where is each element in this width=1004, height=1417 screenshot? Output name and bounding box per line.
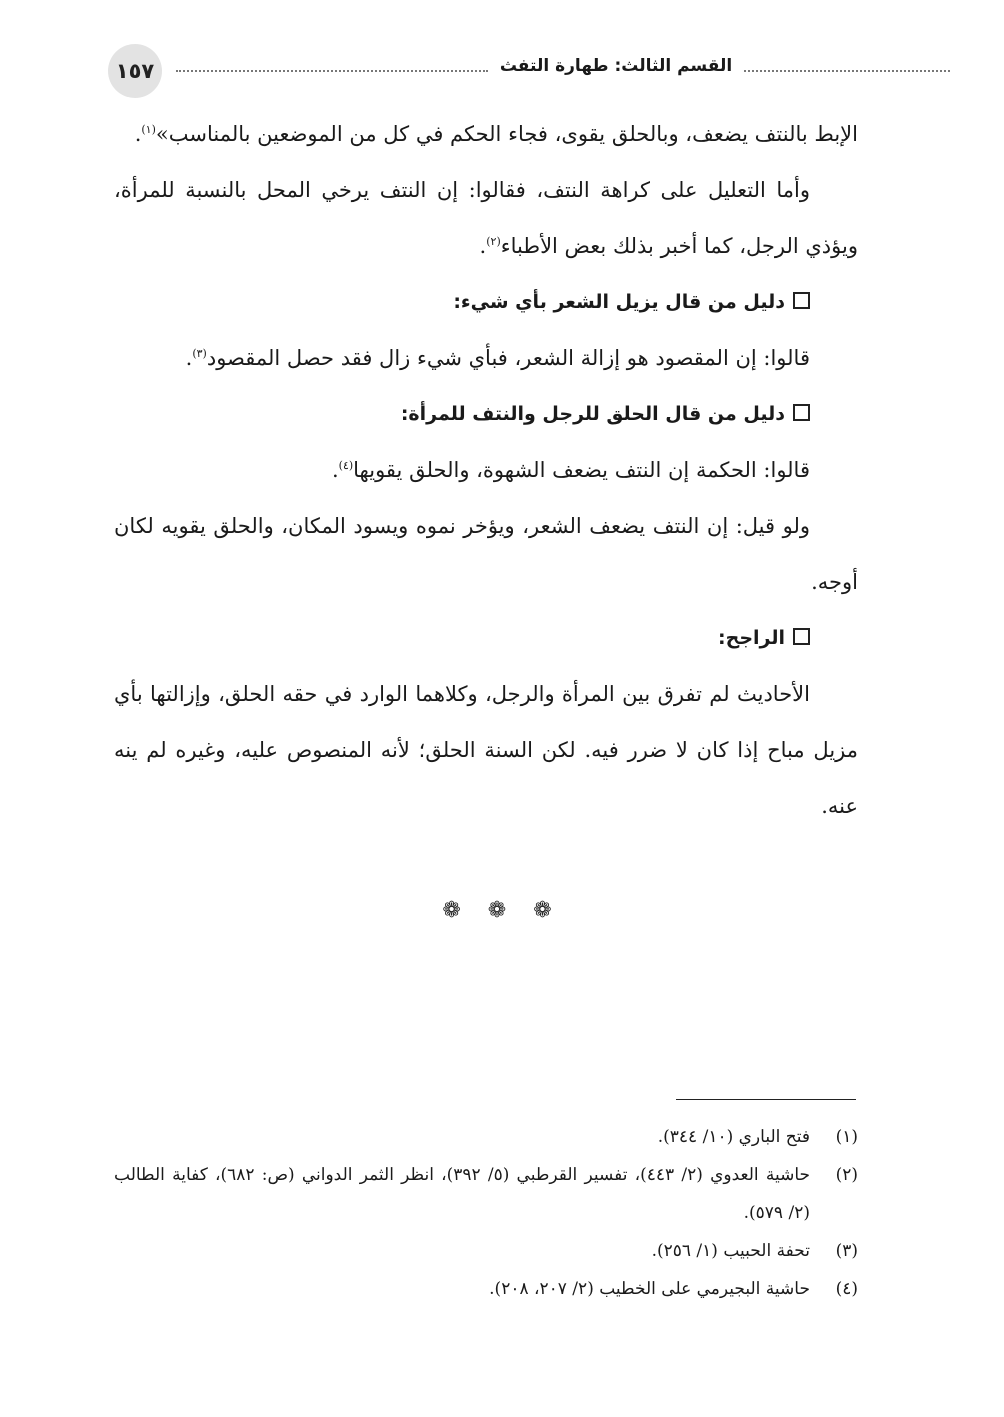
footnote-2 — [114, 1156, 858, 1232]
header-dotted-leader-left — [176, 70, 488, 72]
paragraph-4-end: . — [331, 458, 339, 482]
paragraph-2-end: . — [479, 234, 487, 258]
footnote-number: (٣) — [835, 1241, 858, 1261]
paragraph-3-text: قالوا: إن المقصود هو إزالة الشعر، فبأي شيء زال فقد حصل المقصود — [206, 346, 810, 370]
footnote-separator — [676, 1099, 856, 1100]
header-dotted-leader-right — [744, 70, 950, 72]
footnote-ref-3[interactable]: (٣) — [192, 347, 207, 360]
footnotes — [114, 1118, 858, 1308]
section-heading-2 — [114, 386, 858, 442]
section-heading-1-text: دليل من قال يزيل الشعر بأي شيء: — [453, 291, 785, 313]
footnote-ref-1[interactable]: (١) — [141, 123, 156, 136]
paragraph-5: ولو قيل: إن النتف يضعف الشعر، ويؤخر نموه ويسود المكان، والحلق يقويه لكان أوجه. — [114, 514, 858, 594]
footnote-text: فتح الباري (١٠/ ٣٤٤). — [657, 1127, 810, 1147]
footnote-text: حاشية العدوي (٢/ ٤٤٣)، تفسير القرطبي (٥/ ٣٩٢)، انظر الثمر الدواني (ص: ٦٨٢)، كفاية الطالب (٢/ ٥٧٩). — [114, 1165, 811, 1223]
page-header — [108, 44, 848, 98]
running-title: القسم الثالث: طهارة التفث — [499, 56, 733, 76]
footnote-ref-4[interactable]: (٤) — [338, 459, 354, 472]
square-bullet-icon — [793, 404, 810, 421]
section-heading-3-text: الراجح: — [718, 627, 785, 649]
footnote-text: حاشية البجيرمي على الخطيب (٢/ ٢٠٧، ٢٠٨). — [489, 1279, 810, 1299]
footnote-number: (٢) — [835, 1165, 858, 1185]
section-heading-1 — [114, 274, 858, 330]
paragraph-2-text: وأما التعليل على كراهة النتف، فقالوا: إن النتف يرخي المحل بالنسبة للمرأة، ويؤذي الرجل، كما أخبر بذلك بعض الأطباء — [114, 178, 858, 258]
paragraph-4 — [114, 442, 858, 498]
paragraph-6: الأحاديث لم تفرق بين المرأة والرجل، وكلاهما الوارد في حقه الحلق، وإزالتها بأي مزيل مباح إذا كان لا ضرر فيه. لكن السنة الحلق؛ لأنه المنصوص عليه، وغيره لم ينه عنه. — [114, 682, 858, 818]
footnote-text: تحفة الحبيب (١/ ٢٥٦). — [651, 1241, 810, 1261]
footnote-1 — [114, 1118, 858, 1156]
paragraph-1 — [114, 106, 858, 162]
paragraph-1-end: . — [134, 122, 142, 146]
footnote-number: (١) — [835, 1127, 858, 1147]
main-text — [114, 106, 858, 834]
section-heading-3 — [114, 610, 858, 666]
square-bullet-icon — [793, 628, 810, 645]
page-number: ١٥٧ — [108, 44, 162, 98]
footnote-3 — [114, 1232, 858, 1270]
paragraph-3 — [114, 330, 858, 386]
square-bullet-icon — [793, 292, 810, 309]
paragraph-4-text: قالوا: الحكمة إن النتف يضعف الشهوة، والحلق يقويها — [353, 458, 810, 482]
section-divider-ornament: ❁ ❁ ❁ — [442, 898, 562, 923]
footnote-number: (٤) — [835, 1279, 858, 1299]
paragraph-1-text: الإبط بالنتف يضعف، وبالحلق يقوى، فجاء الحكم في كل من الموضعين بالمناسب» — [155, 122, 858, 146]
footnote-4 — [114, 1270, 858, 1308]
section-heading-2-text: دليل من قال الحلق للرجل والنتف للمرأة: — [400, 403, 785, 425]
footnote-ref-2[interactable]: (٢) — [486, 235, 501, 248]
paragraph-2 — [114, 162, 858, 274]
paragraph-3-end: . — [185, 346, 193, 370]
